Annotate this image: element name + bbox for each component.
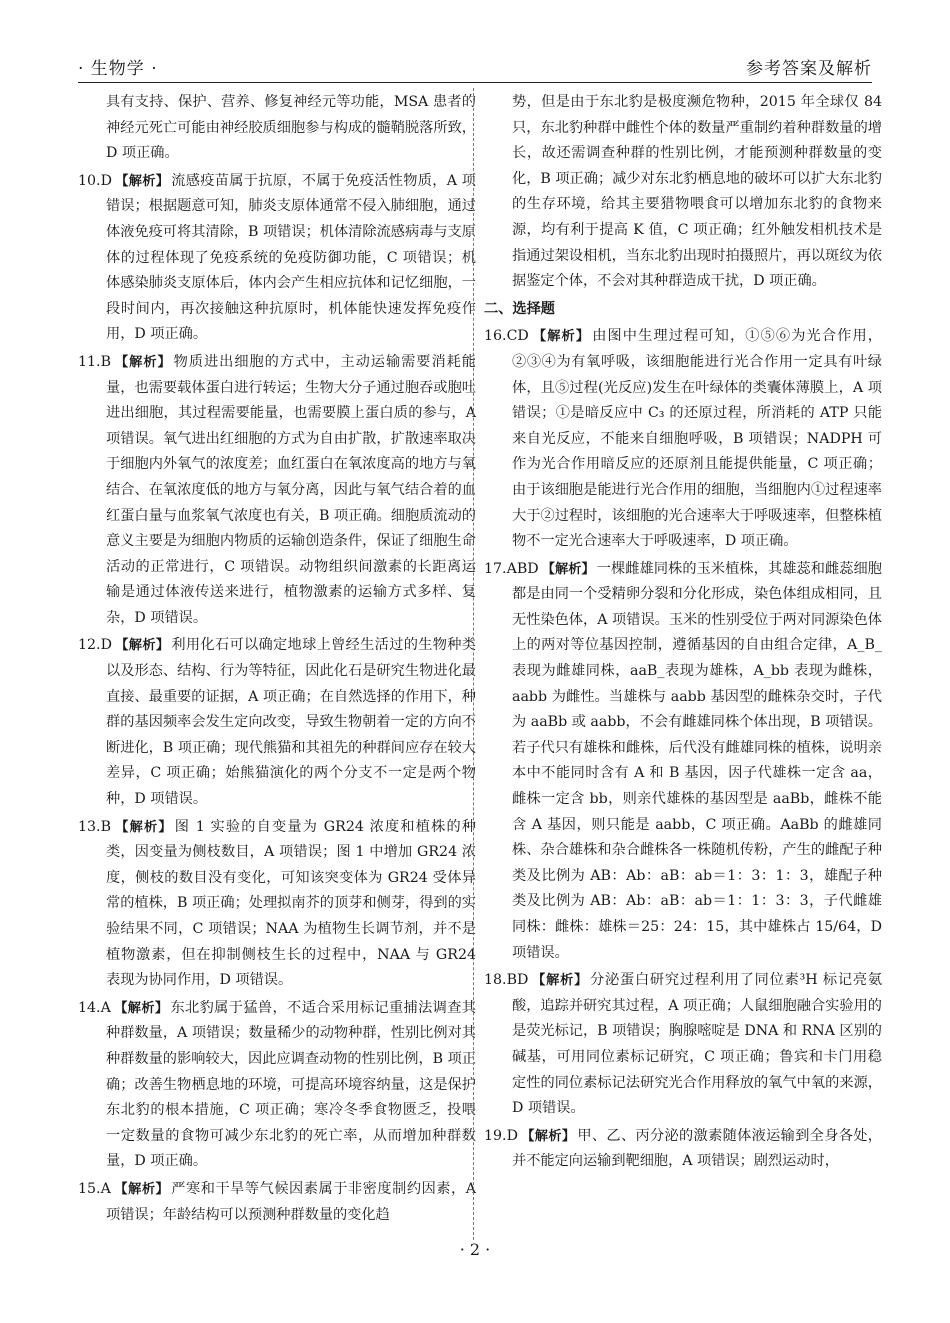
question-number: 15. bbox=[78, 1180, 101, 1197]
answer-choice: ABD bbox=[506, 560, 539, 577]
answer-entry bbox=[78, 1177, 476, 1228]
question-number: 18. bbox=[484, 972, 507, 989]
answer-entry bbox=[78, 996, 476, 1175]
answer-entry bbox=[484, 1124, 882, 1175]
question-number: 13. bbox=[78, 818, 101, 835]
analysis-text: 流感疫苗属于抗原，不属于免疫活性物质，A 项错误；根据题意可知，肺炎支原体通常不侵入肺细胞，通过体液免疫可将其清除，B 项错误；机体清除流感病毒与支原体的过程体现了免疫系统的免疫防御功能，C 项错误；机体感染肺炎支原体后，体内会产生相应抗体和记忆细胞，一段时间内，再次接触这种抗原时，机体能快速发挥免疫作用，D 项正确。 bbox=[106, 172, 476, 343]
answer-choice: B bbox=[100, 353, 112, 370]
answer-entry bbox=[78, 350, 476, 632]
analysis-tag: 【解析】 bbox=[531, 973, 589, 989]
question-number: 10. bbox=[78, 172, 101, 189]
question-number: 11. bbox=[78, 353, 101, 370]
analysis-text: 一棵雌雄同株的玉米植株，其雄蕊和雌蕊细胞都是由同一个受精卵分裂和分化形成，染色体组成相同，且无性染色体，A 项错误。玉米的性别受位于两对同源染色体上的两对等位基因控制，遵循基因的自由组合定律，A_B_表现为雌雄同株，aaB_表现为雄株，A_bb 表现为雌株，aabb 为雌性。当雄株与 aabb 基因型的雌株杂交时，子代为 aaBb 或 aabb，不会有雌雄同株个体出现，B 项错误。若子代只有雄株和雌株，后代没有雌雄同株的植株，说明亲本中不能同时含有 A 和 B 基因，因子代雄株一定含 aa，雌株一定含 bb，则亲代雄株的基因型是 aaBb，雌株不能含 A 基因，则只能是 aabb，C 项正确。AaBb 的雌雄同株、杂合雄株和杂合雌株各一株随机传粉，产生的雌配子种类及比例为 AB：Ab：aB：ab＝1：3：1：3，雄配子种类及比例为 AB：Ab：aB：ab＝1：1：3：3，子代雌雄同株：雌株：雄株＝25：24：15，其中雄株占 15/64，D 项错误。 bbox=[512, 560, 882, 961]
analysis-tag: 【解析】 bbox=[114, 819, 173, 835]
right-column bbox=[484, 90, 882, 1177]
question-number: 14. bbox=[78, 999, 101, 1016]
continued-paragraph: 势，但是由于东北豹是极度濒危物种，2015 年全球仅 84 只，东北豹种群中雌性个体的数量严重制约着种群数量的增长，故还需调查种群的性别比例，才能预测种群数量的变化，B 项正确；减少对东北豹栖息地的破坏可以扩大东北豹的生存环境，给其主要猎物喂食可以增加东北豹的食物来源，均有利于提高 K 值，C 项正确；红外触发相机技术是指通过架设相机，当东北豹出现时拍摄照片，再以斑纹为依据鉴定个体，不会对其种群造成干扰，D 项正确。 bbox=[512, 94, 882, 290]
analysis-text: 严寒和干旱等气候因素属于非密度制约因素，A 项错误；年龄结构可以预测种群数量的变化趋 bbox=[106, 1180, 477, 1223]
analysis-text: 甲、乙、丙分泌的激素随体液运输到全身各处，并不能定向运输到靶细胞，A 项错误；剧烈运动时， bbox=[512, 1127, 882, 1170]
left-column bbox=[78, 90, 476, 1230]
answer-choice: BD bbox=[506, 972, 529, 989]
answer-entry bbox=[484, 557, 882, 967]
question-number: 12. bbox=[78, 637, 101, 654]
analysis-tag: 【解析】 bbox=[520, 1128, 576, 1144]
analysis-tag: 【解析】 bbox=[114, 173, 170, 189]
answer-choice: B bbox=[100, 818, 112, 835]
continued-paragraph: 具有支持、保护、营养、修复神经元等功能，MSA 患者的神经元死亡可能由神经胶质细胞参与构成的髓鞘脱落所致，D 项正确。 bbox=[106, 94, 476, 162]
answer-entry bbox=[78, 169, 476, 348]
answer-entry bbox=[484, 324, 882, 554]
analysis-tag: 【解析】 bbox=[113, 1000, 169, 1016]
answer-choice: D bbox=[506, 1127, 518, 1144]
analysis-text: 物质进出细胞的方式中，主动运输需要消耗能量，也需要载体蛋白进行转运；生物大分子通过胞吞或胞吐进出细胞，其过程需要能量，也需要膜上蛋白质的参与，A 项错误。氧气进出红细胞的方式为自由扩散，扩散速率取决于细胞内外氧气的浓度差；血红蛋白在氧浓度高的地方与氧结合、在氧浓度低的地方与氧分离，因此与氧气结合着的血红蛋白量与血浆氧气浓度也有关，B 项正确。细胞质流动的意义主要是为细胞内物质的运输创造条件，保证了细胞生命活动的正常进行，C 项错误。动物组织间激素的长距离运输是通过体液传送来进行，植物激素的运输方式多样、复杂，D 项错误。 bbox=[106, 353, 476, 626]
answer-entry bbox=[78, 815, 476, 994]
page-header bbox=[78, 52, 872, 83]
column-divider bbox=[473, 88, 474, 1240]
answer-choice: D bbox=[100, 172, 112, 189]
answer-choice: A bbox=[100, 1180, 111, 1197]
analysis-text: 东北豹属于猛兽，不适合采用标记重捕法调查其种群数量，A 项错误；数量稀少的动物种群，性别比例对其种群数量的影响较大，因此应调查动物的性别比例，B 项正确；改善生物栖息地的环境，可提高环境容纳量，这是保护东北豹的根本措施，C 项正确；寒冷冬季食物匮乏，投喂一定数量的食物可减少东北豹的死亡率，从而增加种群数量，D 项正确。 bbox=[106, 999, 476, 1170]
answer-choice: D bbox=[100, 637, 112, 654]
analysis-text: 图 1 实验的自变量为 GR24 浓度和植株的种类，因变量为侧枝数目，A 项错误；图 1 中增加 GR24 浓度，侧枝的数目没有变化，可知该突变体为 GR24 受体异常的植株，B 项正确；处理拟南芥的顶芽和侧芽，得到的实验结果不同，C 项错误；NAA 为植物生长调节剂，并不是植物激素，但在抑制侧枝生长的过程中，NAA 与 GR24 表现为协同作用，D 项错误。 bbox=[106, 818, 477, 989]
analysis-text: 分泌蛋白研究过程利用了同位素³H 标记亮氨酸，追踪并研究其过程，A 项正确；人鼠细胞融合实验用的是荧光标记，B 项错误；胸腺嘧啶是 DNA 和 RNA 区别的碱基，可用同位素标记研究，C 项正确；鲁宾和卡门用稳定性的同位素标记法研究光合作用释放的氧气中氧的来源，D 项错误。 bbox=[512, 972, 883, 1117]
question-number: 16. bbox=[484, 328, 507, 345]
answer-choice: A bbox=[100, 999, 111, 1016]
question-number: 17. bbox=[484, 560, 507, 577]
page-number: · 2 · bbox=[459, 1240, 491, 1259]
analysis-tag: 【解析】 bbox=[114, 638, 170, 654]
section-title: 参考答案及解析 bbox=[746, 59, 872, 79]
analysis-tag: 【解析】 bbox=[113, 1181, 170, 1197]
analysis-tag: 【解析】 bbox=[531, 329, 591, 345]
analysis-tag: 【解析】 bbox=[114, 354, 172, 370]
analysis-tag: 【解析】 bbox=[541, 561, 595, 577]
question-number: 19. bbox=[484, 1127, 507, 1144]
analysis-text: 由图中生理过程可知，①⑤⑥为光合作用，②③④为有氧呼吸，该细胞能进行光合作用一定具有叶绿体，且⑤过程(光反应)发生在叶绿体的类囊体薄膜上，A 项错误；①是暗反应中 C₃ 的还原过程，所消耗的 ATP 只能来自光反应，不能来自细胞呼吸，B 项错误；NADPH 可作为光合作用暗反应的还原剂且能提供能量，C 项正确；由于该细胞是能进行光合作用的细胞，当细胞内①过程速率大于②过程时，该细胞的光合速率大于呼吸速率，但整株植物不一定光合速率大于呼吸速率，D 项正确。 bbox=[512, 328, 882, 550]
answer-entry bbox=[78, 633, 476, 812]
answer-choice: CD bbox=[506, 328, 529, 345]
answer-entry bbox=[484, 968, 882, 1122]
analysis-text: 利用化石可以确定地球上曾经生活过的生物种类以及形态、结构、行为等特征，因此化石是研究生物进化最直接、最重要的证据，A 项正确；在自然选择的作用下，种群的基因频率会发生定向改变，导致生物朝着一定的方向不断进化，B 项正确；现代熊猫和其祖先的种群间应存在较大差异，C 项正确；始熊猫演化的两个分支不一定是两个物种，D 项错误。 bbox=[106, 637, 476, 808]
section-heading: 二、选择题 bbox=[484, 300, 555, 317]
subject-title: · 生物学 · bbox=[78, 59, 158, 79]
